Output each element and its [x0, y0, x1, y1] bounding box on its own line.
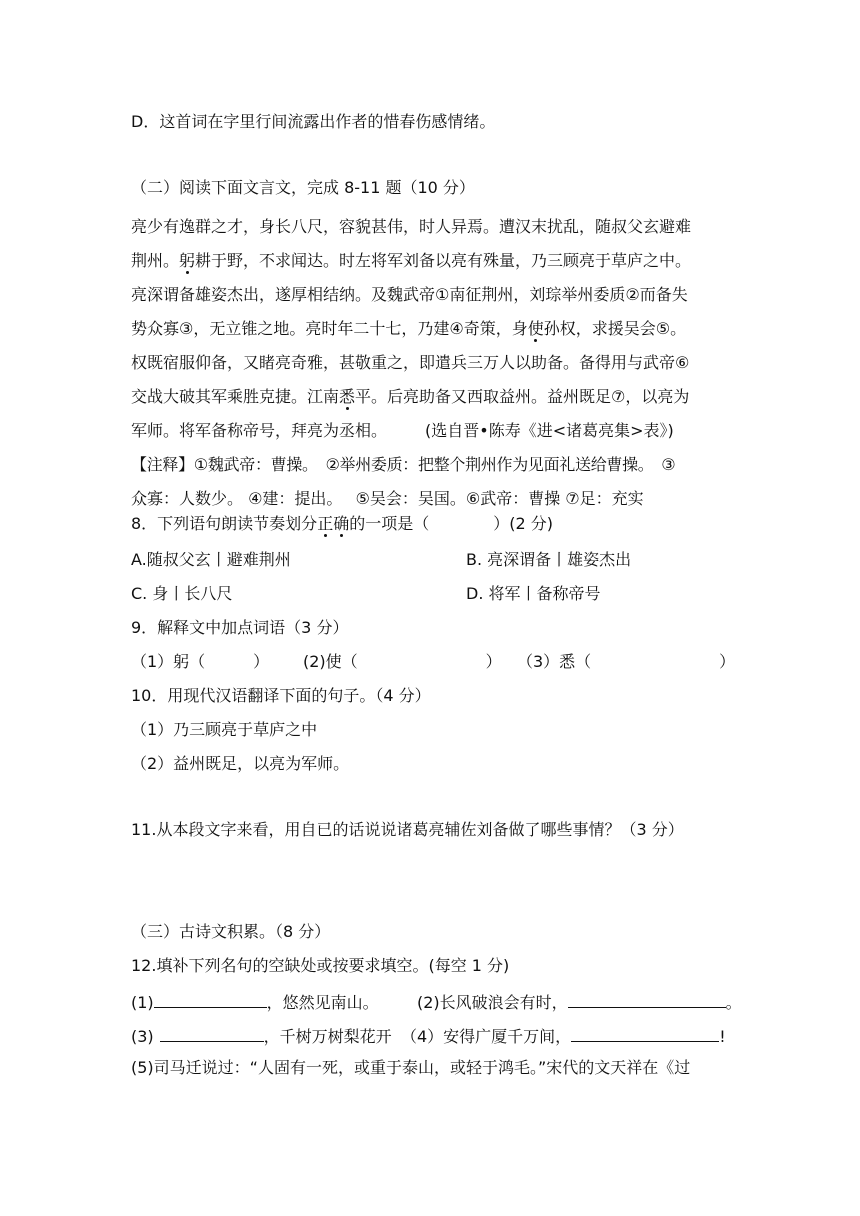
dotted-char-que: 确 — [333, 514, 350, 533]
dotted-char-zheng: 正 — [317, 514, 334, 533]
q8-option-a: A.随叔父玄丨避难荆州 — [131, 550, 291, 569]
passage-line: 亮少有逸群之才，身长八尺，容貌甚伟，时人异焉。遭汉末扰乱，随叔父玄避难 — [131, 217, 692, 236]
passage-line: 亮深谓备雄姿杰出，遂厚相结纳。及魏武帝①南征荆州，刘琮举州委质②而备失 — [131, 285, 688, 304]
q12-line-2b: （4）安得广厦千万间， ! — [401, 1024, 726, 1047]
passage-line: 势众寡③，无立锥之地。亮时年二十七，乃建④奇策，身使孙权，求援吴会⑤。 — [131, 319, 687, 338]
q11-stem: 11.从本段文字来看，用自已的话说说诸葛亮辅佐刘备做了哪些事情？（3 分） — [131, 820, 684, 839]
q9-item-3: （3）悉（ ） — [517, 652, 736, 671]
dotted-char-xi: 悉 — [339, 387, 356, 406]
q12-line-2a: (3) ，千树万树梨花开 — [131, 1024, 392, 1047]
passage-source: (选自晋•陈寿《进<诸葛亮集>表》) — [425, 421, 674, 440]
q9-item-2: (2)使（ ） — [303, 652, 502, 671]
q12-line-1a: (1) ，悠然见南山。 — [131, 990, 379, 1013]
classical-passage — [131, 210, 736, 516]
fill-blank-2[interactable] — [568, 990, 726, 1008]
fill-blank-1[interactable] — [154, 990, 267, 1008]
passage-line: 荆州。躬耕于野，不求闻达。时左将军刘备以亮有殊量，乃三顾亮于草庐之中。 — [131, 251, 692, 270]
q8-stem: 8．下列语句朗读节奏划分正确的一项是（ ）(2 分) — [131, 514, 553, 533]
dotted-char-shi: 使 — [527, 319, 544, 338]
q10-stem: 10．用现代汉语翻译下面的句子。（4 分） — [131, 686, 431, 705]
passage-line: 交战大破其军乘胜克捷。江南悉平。后亮助备又西取益州。益州既足⑦，以亮为 — [131, 387, 690, 406]
q7-option-d: D．这首词在字里行间流露出作者的惜春伤感情绪。 — [131, 112, 496, 131]
fill-blank-3[interactable] — [160, 1024, 264, 1042]
q12-line-3: (5)司马迁说过：“人固有一死，或重于泰山，或轻于鸿毛。”宋代的文天祥在《过 — [131, 1058, 691, 1077]
q8-option-b: B. 亮深谓备丨雄姿杰出 — [466, 550, 632, 569]
passage-line: 权既宿服仰备，又睹亮奇雅，甚敬重之，即遣兵三万人以助备。备得用与武帝⑥ — [131, 353, 690, 372]
section3-heading: （三）古诗文积累。（8 分） — [131, 922, 331, 941]
q8-option-d: D. 将军丨备称帝号 — [466, 584, 601, 603]
section2-heading: （二）阅读下面文言文，完成 8-11 题（10 分） — [131, 178, 475, 197]
fill-blank-4[interactable] — [571, 1024, 719, 1042]
passage-line: 军师。将军备称帝号，拜亮为丞相。 (选自晋•陈寿《进<诸葛亮集>表》) — [131, 421, 674, 440]
q9-stem: 9．解释文中加点词语（3 分） — [131, 618, 349, 637]
q10-item-2: （2）益州既足，以亮为军师。 — [131, 754, 350, 773]
note-line: 众寡：人数少。 ④建：提出。 ⑤吴会：吴国。⑥武帝：曹操 ⑦足：充实 — [131, 489, 644, 508]
dotted-char-gong: 躬 — [179, 251, 196, 270]
q9-item-1: （1）躬（ ） — [131, 652, 270, 671]
q12-line-1b: (2)长风破浪会有时， 。 — [417, 990, 742, 1013]
q10-item-1: （1）乃三顾亮于草庐之中 — [131, 720, 318, 739]
q8-option-c: C. 身丨长八尺 — [131, 584, 233, 603]
note-line: 【注释】①魏武帝：曹操。 ②举州委质：把整个荆州作为见面礼送给曹操。 ③ — [131, 455, 676, 474]
q12-stem: 12.填补下列名句的空缺处或按要求填空。(每空 1 分) — [131, 956, 510, 975]
